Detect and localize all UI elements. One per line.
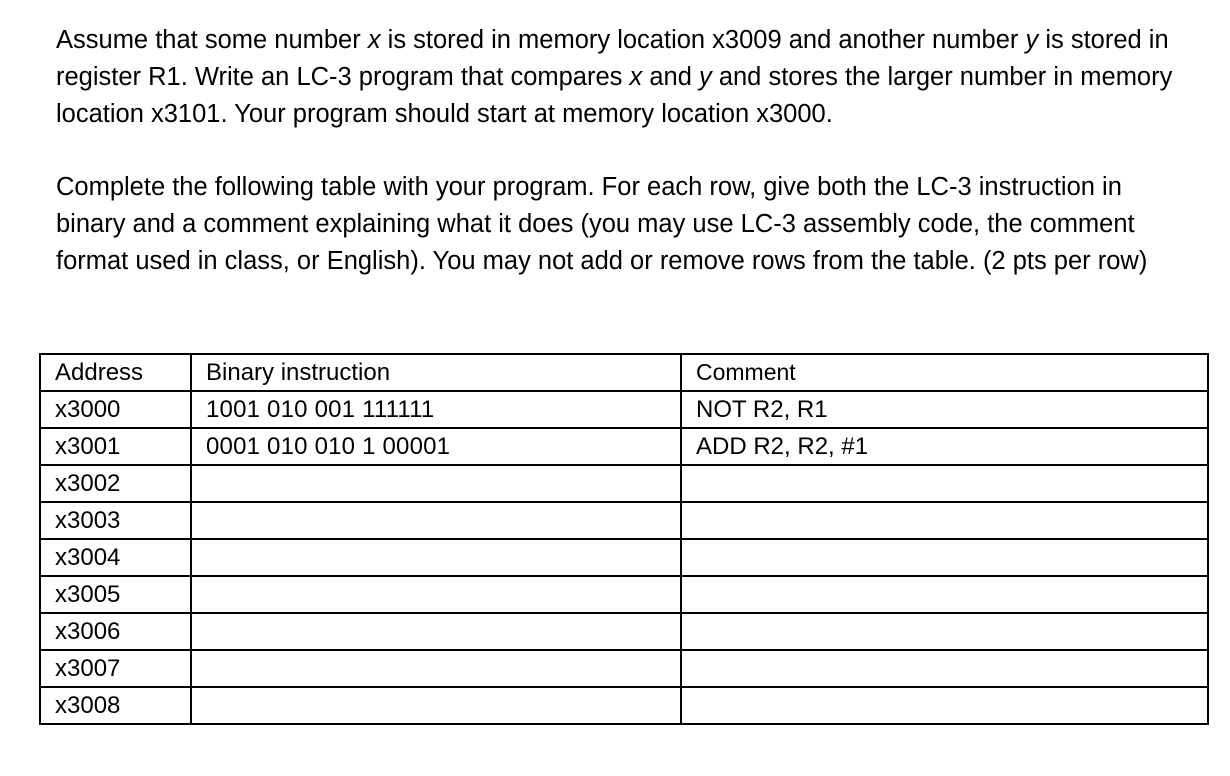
comment-cell[interactable]: ADD R2, R2, #1 [681,428,1208,465]
table-row [40,613,1208,650]
binary-cell[interactable] [191,465,681,502]
comment-cell[interactable] [681,650,1208,687]
binary-cell[interactable] [191,613,681,650]
table-header-row [40,354,1208,391]
header-comment: Comment [681,354,1208,391]
problem-text-2: is stored in memory location x3009 and another number [380,26,1026,54]
problem-text-5: and stores the larger number in memory location x3101. Your program should start at memory location x3000. [56,63,1173,128]
address-cell: x3001 [40,428,191,465]
comment-cell[interactable] [681,539,1208,576]
address-cell: x3006 [40,613,191,650]
header-binary: Binary instruction [191,354,681,391]
comment-cell[interactable]: NOT R2, R1 [681,391,1208,428]
table-row [40,465,1208,502]
address-cell: x3005 [40,576,191,613]
table-row [40,576,1208,613]
comment-cell[interactable] [681,576,1208,613]
comment-cell[interactable] [681,613,1208,650]
address-cell: x3007 [40,650,191,687]
table-row [40,539,1208,576]
problem-text-1: Assume that some number [56,26,368,54]
var-x-2: x [629,63,643,91]
table-row [40,391,1208,428]
problem-text-3: is stored in register R1. Write an LC-3 program that compares [56,26,1169,91]
address-cell: x3002 [40,465,191,502]
var-y-2: y [698,63,712,91]
binary-cell[interactable]: 0001 010 010 1 00001 [191,428,681,465]
binary-cell[interactable]: 1001 010 001 111111 [191,391,681,428]
binary-cell[interactable] [191,687,681,724]
binary-cell[interactable] [191,539,681,576]
table-row [40,428,1208,465]
var-x: x [367,26,381,54]
var-y: y [1025,26,1039,54]
header-address: Address [40,354,191,391]
binary-cell[interactable] [191,650,681,687]
problem-statement [56,22,1196,133]
address-cell: x3008 [40,687,191,724]
address-cell: x3000 [40,391,191,428]
address-cell: x3003 [40,502,191,539]
binary-cell[interactable] [191,576,681,613]
comment-cell[interactable] [681,465,1208,502]
table-row [40,502,1208,539]
table-row [40,687,1208,724]
problem-text-4: and [642,63,699,91]
table-row [40,650,1208,687]
comment-cell[interactable] [681,502,1208,539]
binary-cell[interactable] [191,502,681,539]
address-cell: x3004 [40,539,191,576]
instructions-paragraph: Complete the following table with your program. For each row, give both the LC-3 instruction in binary and a comment explaining what it does (you may use LC-3 assembly code, the comment format used in class, or English). You may not add or remove rows from the table. (2 pts per row) [56,173,1148,275]
program-table [39,353,1209,725]
comment-cell[interactable] [681,687,1208,724]
